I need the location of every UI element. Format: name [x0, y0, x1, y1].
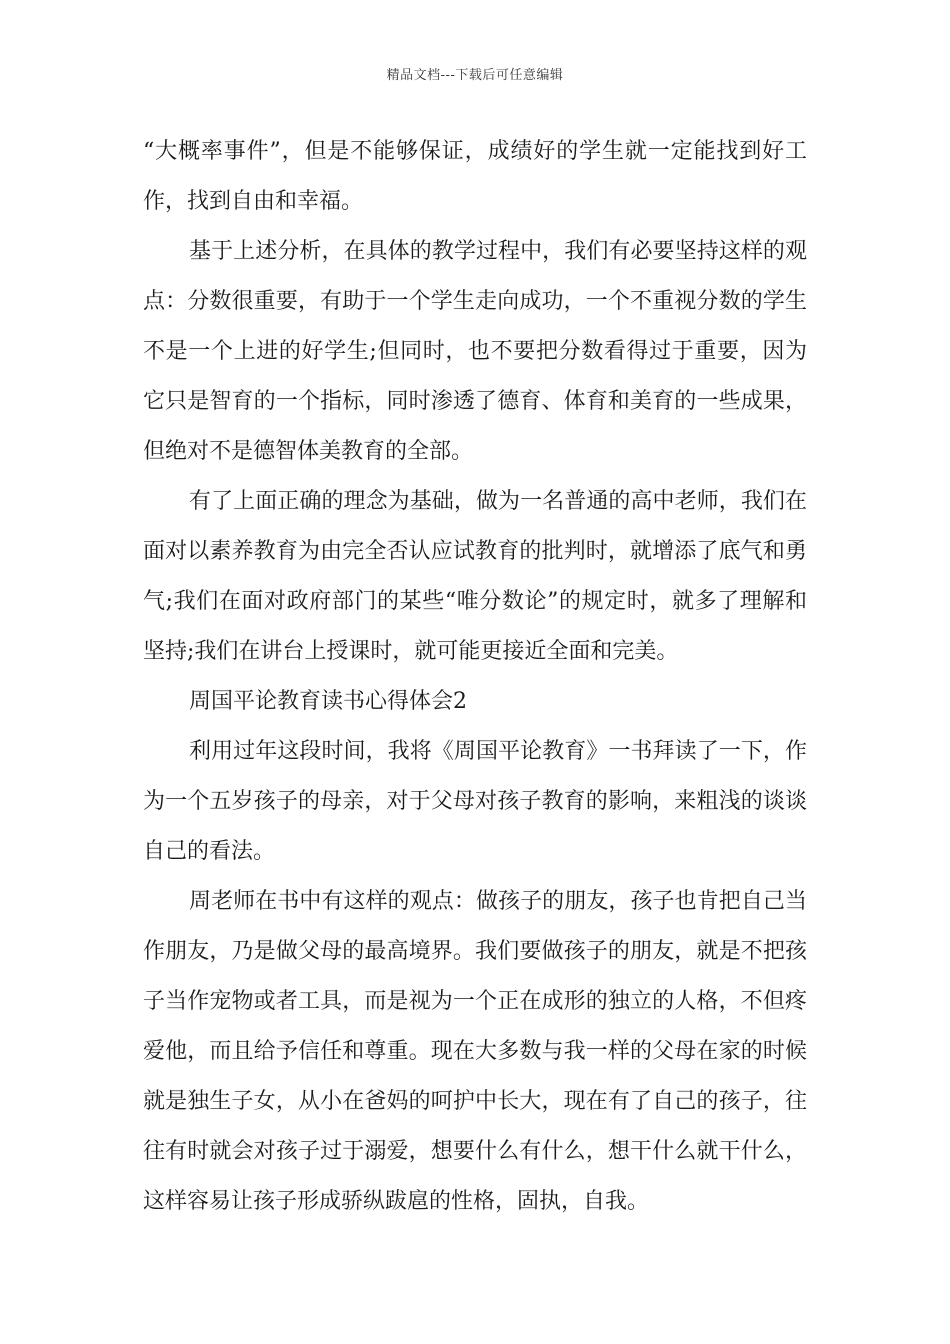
paragraph-friend-view: 周老师在书中有这样的观点：做孩子的朋友，孩子也肯把自己当作朋友，乃是做父母的最高境界。我们要做孩子的朋友，就是不把孩子当作宠物或者工具，而是视为一个正在成形的独立的人格，不但疼爱他，而且给予信任和尊重。现在大多数与我一样的父母在家的时候就是独生子女，从小在爸妈的呵护中长大，现在有了自己的孩子，往往有时就会对孩子过于溺爱，想要什么有什么，想干什么就干什么，这样容易让孩子形成骄纵跋扈的性格，固执，自我。 — [143, 889, 807, 1214]
paragraph-analysis: 基于上述分析，在具体的教学过程中，我们有必要坚持这样的观点：分数很重要，有助于一个学生走向成功，一个不重视分数的学生不是一个上进的好学生;但同时，也不要把分数看得过于重要，因为它只是智育的一个指标，同时渗透了德育、体育和美育的一些成果，但绝对不是德智体美教育的全部。 — [143, 239, 807, 464]
paragraph-teacher-view: 有了上面正确的理念为基础，做为一名普通的高中老师，我们在面对以素养教育为由完全否认应试教育的批判时，就增添了底气和勇气;我们在面对政府部门的某些“唯分数论”的规定时，就多了理解和坚持;我们在讲台上授课时，就可能更接近全面和完美。 — [143, 489, 807, 664]
paragraph-intro: 利用过年这段时间，我将《周国平论教育》一书拜读了一下，作为一个五岁孩子的母亲，对于父母对孩子教育的影响，来粗浅的谈谈自己的看法。 — [143, 739, 807, 864]
document-body — [143, 127, 807, 1227]
paragraph-continuation: “大概率事件”，但是不能够保证，成绩好的学生就一定能找到好工作，找到自由和幸福。 — [143, 139, 807, 214]
page-header: 精品文档---下载后可任意编辑 — [386, 68, 564, 83]
section-heading: 周国平论教育读书心得体会2 — [189, 689, 467, 714]
